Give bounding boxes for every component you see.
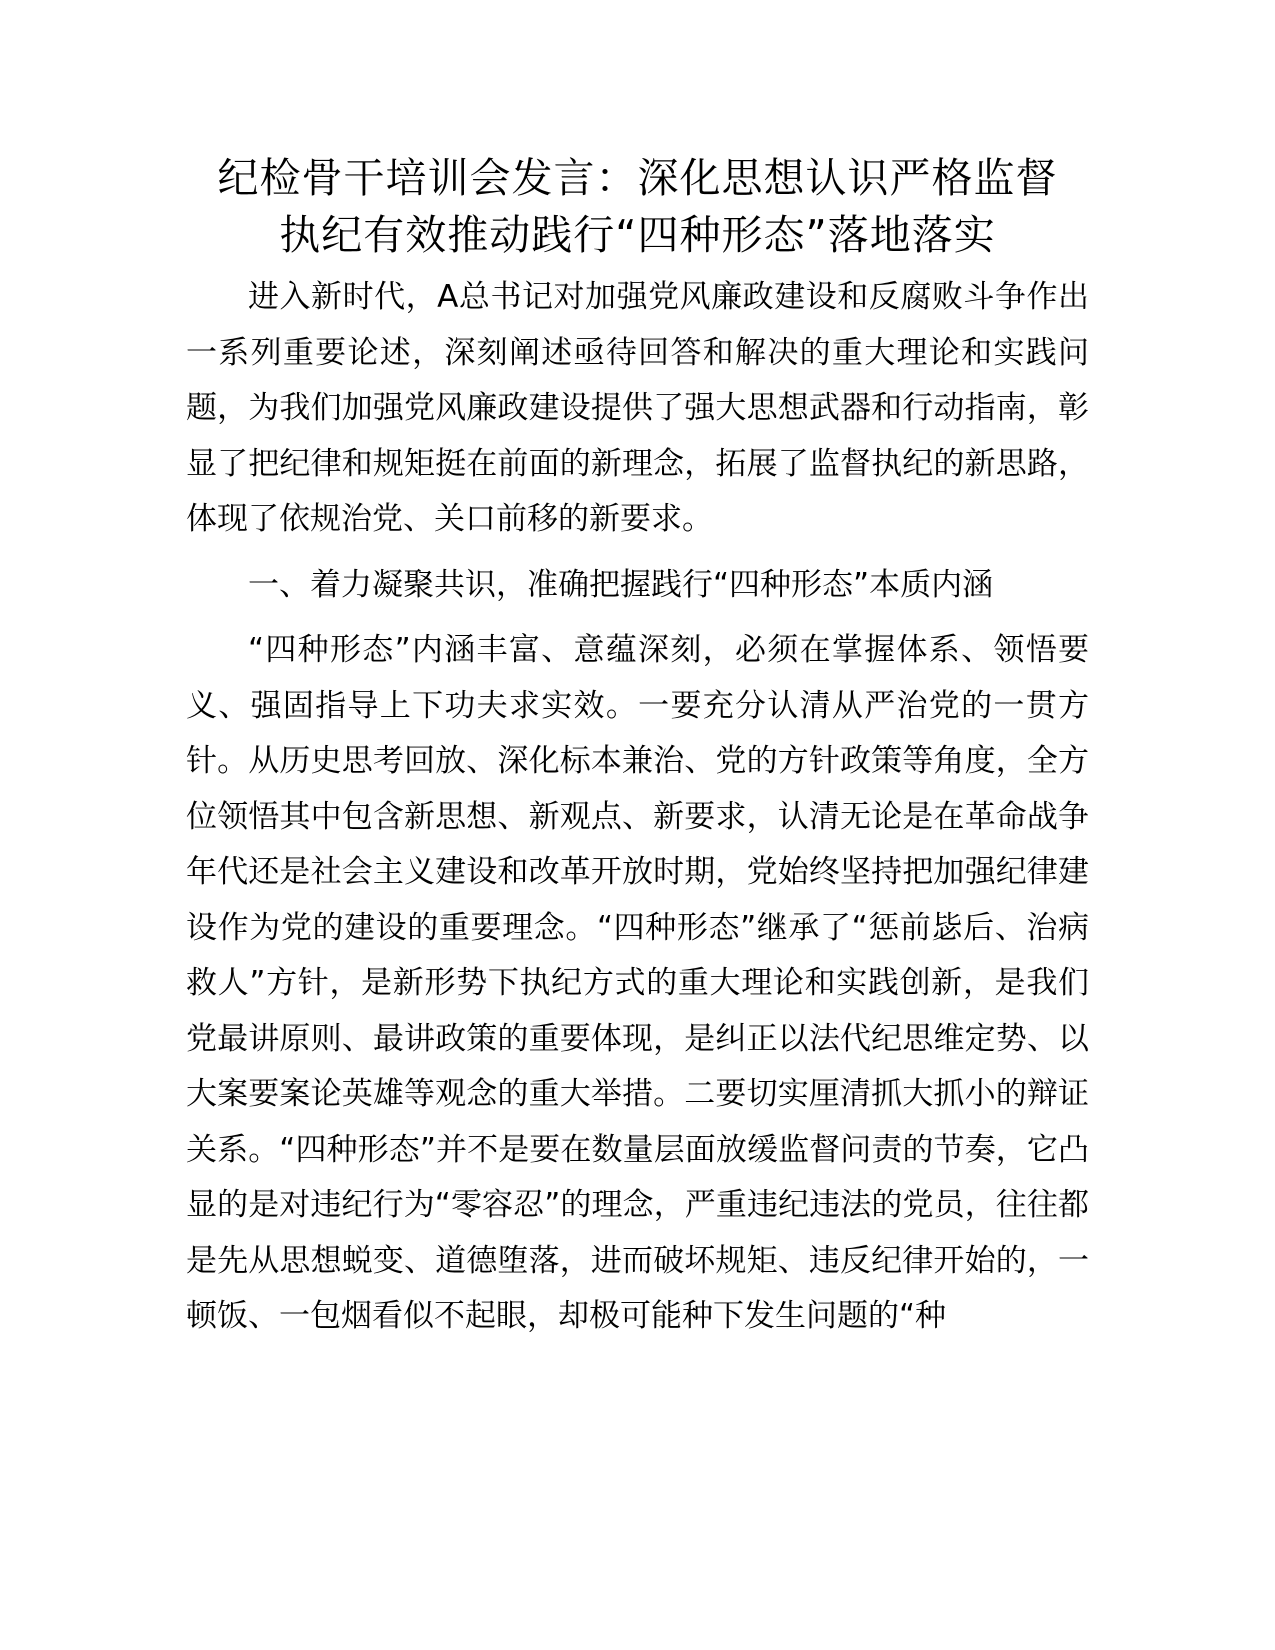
section-heading-1: 一、着力凝聚共识，准确把握践行“四种形态”本质内涵 <box>248 566 994 603</box>
document-title <box>186 150 1089 264</box>
title-line-1: 纪检骨干培训会发言：深化思想认识严格监督 <box>217 154 1058 202</box>
title-line-2: 执纪有效推动践行“四种形态”落地落实 <box>279 211 996 259</box>
paragraph-section-1: “四种形态”内涵丰富、意蕴深刻，必须在掌握体系、领悟要义、强固指导上下功夫求实效。一要充分认清从严治党的一贯方针。从历史思考回放、深化标本兼治、党的方针政策等角度，全方位领悟其中包含新思想、新观点、新要求，认清无论是在革命战争年代还是社会主义建设和改革开放时期，党始终坚持把加强纪律建设作为党的建设的重要理念。“四种形态”继承了“惩前毖后、治病救人”方针，是新形势下执纪方式的重大理论和实践创新，是我们党最讲原则、最讲政策的重要体现，是纠正以法代纪思维定势、以大案要案论英雄等观念的重大举措。二要切实厘清抓大抓小的辩证关系。“四种形态”并不是要在数量层面放缓监督问责的节奏，它凸显的是对违纪行为“零容忍”的理念，严重违纪违法的党员，往往都是先从思想蜕变、道德堕落，进而破坏规矩、违反纪律开始的，一顿饭、一包烟看似不起眼，却极可能种下发生问题的“种 <box>186 632 1089 1334</box>
document-body <box>186 270 1089 1345</box>
document-page <box>186 150 1089 1345</box>
paragraph-intro: 进入新时代，A总书记对加强党风廉政建设和反腐败斗争作出一系列重要论述，深刻阐述亟待回答和解决的重大理论和实践问题，为我们加强党风廉政建设提供了强大思想武器和行动指南，彰显了把纪律和规矩挺在前面的新理念，拓展了监督执纪的新思路，体现了依规治党、关口前移的新要求。 <box>186 279 1089 537</box>
